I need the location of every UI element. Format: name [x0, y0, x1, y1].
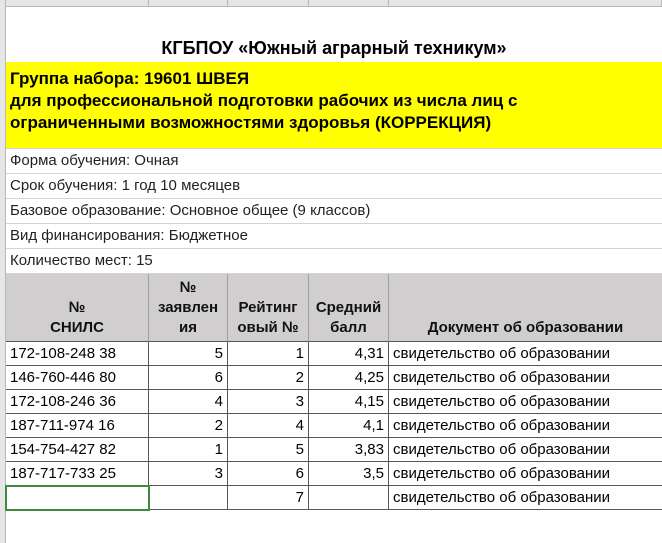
info-study-duration[interactable]: Срок обучения: 1 год 10 месяцев [6, 174, 662, 199]
header-application-number[interactable] [149, 274, 228, 342]
cell-average-score[interactable]: 3,83 [309, 438, 389, 462]
cell-application-number[interactable] [149, 486, 228, 510]
cell-document[interactable]: свидетельство об образовании [389, 486, 662, 510]
cell-application-number[interactable]: 6 [149, 366, 228, 390]
header-rank-line-2: овый № [237, 319, 299, 336]
header-rank-line-1: Рейтинг [238, 299, 298, 316]
cell-application-number[interactable]: 5 [149, 342, 228, 366]
cell-rank[interactable]: 2 [228, 366, 309, 390]
cell-rank[interactable]: 6 [228, 462, 309, 486]
header-score-line-2: балл [330, 319, 367, 336]
cell-document[interactable]: свидетельство об образовании [389, 366, 662, 390]
column-header-c[interactable] [228, 0, 309, 7]
cell-snils[interactable]: 187-711-974 16 [6, 414, 149, 438]
header-rank[interactable] [228, 274, 309, 342]
group-line-3: ограниченными возможностями здоровья (КОРРЕКЦИЯ) [10, 113, 492, 132]
cell-application-number[interactable]: 1 [149, 438, 228, 462]
cell-document[interactable]: свидетельство об образовании [389, 390, 662, 414]
column-header-b[interactable] [149, 0, 228, 7]
cell-rank[interactable]: 7 [228, 486, 309, 510]
group-info-block[interactable] [6, 62, 662, 149]
cell-average-score[interactable] [309, 486, 389, 510]
column-header-e[interactable] [389, 0, 662, 7]
header-app-line-3: ия [179, 319, 197, 336]
cell-application-number[interactable]: 3 [149, 462, 228, 486]
cell-document[interactable]: свидетельство об образовании [389, 414, 662, 438]
header-app-line-1: № [179, 279, 197, 296]
cell-document[interactable]: свидетельство об образовании [389, 438, 662, 462]
header-score-line-1: Средний [315, 299, 382, 316]
cell-snils[interactable]: 154-754-427 82 [6, 438, 149, 462]
cell-snils[interactable]: 172-108-246 36 [6, 390, 149, 414]
cell-rank[interactable]: 5 [228, 438, 309, 462]
header-app-line-2: заявлен [157, 299, 219, 316]
info-places[interactable]: Количество мест: 15 [6, 249, 662, 274]
header-snils-line-2: СНИЛС [50, 319, 104, 336]
header-document-label: Документ об образовании [427, 319, 624, 336]
cell-application-number[interactable]: 2 [149, 414, 228, 438]
cell-average-score[interactable]: 3,5 [309, 462, 389, 486]
cell-average-score[interactable]: 4,15 [309, 390, 389, 414]
active-cell-selection[interactable] [5, 485, 150, 511]
cell-average-score[interactable]: 4,31 [309, 342, 389, 366]
header-snils[interactable] [6, 274, 149, 342]
cell-snils[interactable]: 172-108-248 38 [6, 342, 149, 366]
cell-rank[interactable]: 3 [228, 390, 309, 414]
cell-snils[interactable]: 146-760-446 80 [6, 366, 149, 390]
info-financing[interactable]: Вид финансирования: Бюджетное [6, 224, 662, 249]
page-title[interactable]: КГБПОУ «Южный аграрный техникум» [161, 38, 507, 58]
header-average-score[interactable] [309, 274, 389, 342]
cell-rank[interactable]: 1 [228, 342, 309, 366]
group-line-2: для профессиональной подготовки рабочих из числа лиц с [10, 91, 518, 110]
column-header-d[interactable] [309, 0, 389, 7]
cell-average-score[interactable]: 4,1 [309, 414, 389, 438]
header-document[interactable] [389, 274, 662, 342]
cell-average-score[interactable]: 4,25 [309, 366, 389, 390]
info-base-education[interactable]: Базовое образование: Основное общее (9 классов) [6, 199, 662, 224]
cell-document[interactable]: свидетельство об образовании [389, 342, 662, 366]
group-line-1: Группа набора: 19601 ШВЕЯ [10, 69, 250, 88]
column-header-a[interactable] [6, 0, 149, 7]
cell-rank[interactable]: 4 [228, 414, 309, 438]
info-study-form[interactable]: Форма обучения: Очная [6, 149, 662, 174]
cell-document[interactable]: свидетельство об образовании [389, 462, 662, 486]
cell-snils[interactable]: 187-717-733 25 [6, 462, 149, 486]
cell-application-number[interactable]: 4 [149, 390, 228, 414]
header-snils-line-1: № [68, 299, 86, 316]
